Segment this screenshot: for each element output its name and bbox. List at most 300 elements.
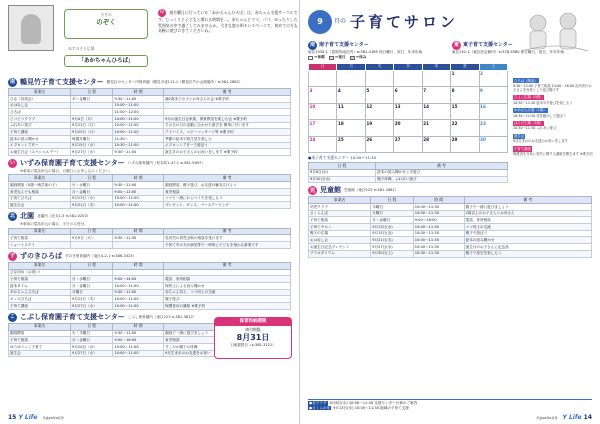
side-event-body: 10:30〜11:30 体を動かして遊ぼう xyxy=(513,113,567,118)
table-cell: 10:00〜11:00 xyxy=(113,202,164,209)
side-event-head: 誕生会 xyxy=(514,134,525,139)
left-footer xyxy=(8,414,67,422)
table-cell: 誕生会 xyxy=(9,350,71,357)
table-cell: 月・水曜日 xyxy=(71,276,113,283)
table-cell: 11:30〜 xyxy=(113,135,164,142)
table-cell: 10:30〜11:30 xyxy=(413,250,464,257)
calendar-day-cell xyxy=(365,136,393,153)
table-row xyxy=(9,296,291,303)
table-cell: 9月21日(木) xyxy=(371,237,413,244)
calendar-day-cell xyxy=(365,87,393,104)
east-center-badge: 東 xyxy=(453,42,459,49)
calendar-day-cell xyxy=(365,103,393,120)
section-badge: い xyxy=(9,160,15,167)
table-cell: すこやか親子の体操 xyxy=(164,344,291,351)
table-cell: 育児相談 xyxy=(164,337,291,344)
table-cell xyxy=(113,242,164,249)
table-cell: 9:00〜16:00 xyxy=(113,337,164,344)
side-event-head: ぱんだ広場（2歳） xyxy=(514,121,544,126)
table-cell: ふれあい遊び xyxy=(9,122,71,129)
table-row xyxy=(9,129,291,136)
column-header: 日 程 xyxy=(309,162,376,169)
calendar-day-header: 水 xyxy=(394,63,422,70)
table-cell: 9月21日（木） xyxy=(71,296,113,303)
section-schedule-table xyxy=(8,262,291,310)
left-sections xyxy=(8,78,291,357)
calendar-day-cell xyxy=(394,120,422,137)
calendar-day-cell xyxy=(479,103,507,120)
table-row xyxy=(9,189,291,196)
section-title: 鶴見竹子育て支援センター xyxy=(20,78,104,87)
calendar-day-number: 11 xyxy=(337,104,344,110)
table-cell: ママ同士の交流 xyxy=(464,224,591,231)
calendar-day-number: 7 xyxy=(423,87,427,93)
calendar-day-cell xyxy=(479,136,507,153)
column-header: 時 間 xyxy=(413,197,464,204)
table-cell: 親子の広場 xyxy=(309,230,371,237)
month-suffix: 月の xyxy=(334,18,347,26)
section-title: ずのきひろば xyxy=(20,251,62,260)
calendar-day-cell xyxy=(337,136,365,153)
table-cell xyxy=(164,102,291,109)
table-row xyxy=(9,269,291,276)
table-row xyxy=(9,235,291,242)
table-cell: 9月27日(水) xyxy=(371,244,413,251)
south-center-badge: 南 xyxy=(309,42,315,49)
calendar-day-number: 1 xyxy=(451,71,455,77)
table-cell: エプロンシアター xyxy=(9,142,71,149)
section-note: ※事前の電話申込の場合、月曜日にお申し込みください。 xyxy=(20,168,113,173)
table-cell: 親子遊び xyxy=(164,296,291,303)
calendar-day-cell xyxy=(422,70,450,87)
side-event-head: 子育て講座 xyxy=(514,146,531,151)
table-cell: 園庭開放（0歳〜就学前の子） xyxy=(9,182,71,189)
table-cell: 9月13日(水) xyxy=(371,224,413,231)
table-cell: 満2歳までの子とお母さんの会 ※要予約 xyxy=(164,95,291,102)
side-event-body: 9月生まれのお友達のお祝いをします xyxy=(513,139,568,144)
table-cell: 誕生日会 xyxy=(9,202,71,209)
table-cell: アドバイス、ベビーマッサージ等 ※要予約 xyxy=(164,129,291,136)
column-header: 備 考 xyxy=(164,89,291,96)
side-event-body: 保護者を対象に育児に関する講座を開きます ※要予約 xyxy=(513,152,593,157)
payment-deadline-head: 保育料納期限 xyxy=(215,318,291,326)
table-cell: 9:30〜11:00 xyxy=(113,95,164,102)
calendar-day-header: 日 xyxy=(309,63,337,70)
section-head xyxy=(8,252,291,261)
table-cell: 9月6日(水) xyxy=(309,169,376,176)
table-cell: 9月27日（水） xyxy=(71,350,113,357)
calendar-day-cell xyxy=(451,87,479,104)
calendar-day-header: 木 xyxy=(422,63,450,70)
table-cell: 9月5日（火） xyxy=(71,235,113,242)
table-cell: 10:00〜11:00 xyxy=(113,115,164,122)
east-section-addr: 児童館（東区223 ℡581-2861） xyxy=(344,188,399,193)
table-cell: 親子で星空を楽しもう xyxy=(464,250,591,257)
table-row xyxy=(9,109,291,116)
south-mini-label: ●南子育て支援センター 10:00〜11:30 xyxy=(308,155,377,161)
calendar-week xyxy=(309,103,508,120)
side-event xyxy=(513,134,593,144)
salon-calendar xyxy=(308,63,508,153)
table-cell: 子育て講座 xyxy=(9,129,71,136)
table-cell: 9月15日（水） xyxy=(71,142,113,149)
right-page xyxy=(300,0,600,424)
intro-box-title: 「あかちゃんひろば」 xyxy=(64,55,148,67)
column-header: 備 考 xyxy=(164,175,291,182)
calendar-day-number: 6 xyxy=(394,87,398,93)
calendar-day-number: 9 xyxy=(480,87,483,93)
table-cell: 9月4日（月） xyxy=(71,115,113,122)
calendar-day-number: 4 xyxy=(337,87,341,93)
calendar-day-number: 12 xyxy=(366,104,373,110)
east-section-badge: 児 xyxy=(309,187,315,194)
bottom-line xyxy=(308,406,592,410)
east-section-head xyxy=(308,186,592,195)
table-row xyxy=(309,210,592,217)
section-title: 北園 xyxy=(20,212,34,221)
table-row xyxy=(9,115,291,122)
column-header: 日 程 xyxy=(71,175,113,182)
table-cell: 親子で遊ぼう xyxy=(464,230,591,237)
right-footer-sub: 平成29年9月号 xyxy=(536,415,558,420)
calendar-day-cell xyxy=(479,87,507,104)
table-cell: 10:00〜11:30 xyxy=(413,224,464,231)
calendar-day-number: 18 xyxy=(337,120,344,126)
left-page-number: 15 xyxy=(8,413,17,421)
table-cell: 9:30〜11:00 xyxy=(113,330,164,337)
table-cell: 園庭開放 xyxy=(9,330,71,337)
table-cell: 火曜日 xyxy=(371,210,413,217)
section-badge: 南 xyxy=(9,79,15,86)
calendar-day-cell xyxy=(394,70,422,87)
calendar-day-cell xyxy=(337,87,365,104)
table-cell: その日の日の活動に合わせた遊びを 簡単に行います xyxy=(164,122,291,129)
table-row xyxy=(9,283,291,290)
column-header: 事業名 xyxy=(9,89,71,96)
side-event-body: 9:30〜12:00 子育て相談 13:00〜16:00 乳幼児のお子さんを対象とした遊び場です xyxy=(513,83,592,92)
calendar-day-cell xyxy=(394,87,422,104)
payment-deadline-line1: 納付期限 xyxy=(245,326,261,332)
table-cell: ひろば xyxy=(9,109,71,116)
column-header: 日 程 xyxy=(371,197,413,204)
calendar-day-number: 30 xyxy=(480,137,486,143)
table-cell: 9月の誕生日会家族、保育教室を楽しむ会 ※要予約 xyxy=(164,115,291,122)
column-header: 備 考 xyxy=(164,228,291,235)
table-cell xyxy=(164,269,291,276)
bottom-text: 9月13日(水) 10:00〜11:30 地域の子育て支援 xyxy=(333,405,409,410)
calendar-day-number: 27 xyxy=(394,137,401,143)
table-cell: 親子で一緒に遊びましょう xyxy=(464,204,591,211)
table-cell: ピコピコクラブ xyxy=(9,115,71,122)
bottom-text: 9月6日(水) 10:00〜11:30 支援センター行事のご案内 xyxy=(329,401,418,406)
calendar-day-cell xyxy=(309,120,337,137)
table-cell: 11:00〜12:00 xyxy=(113,109,164,116)
table-cell: 10:00〜11:00 xyxy=(113,102,164,109)
table-row xyxy=(9,202,291,209)
section-head xyxy=(8,212,291,221)
table-cell: 子育てサロン xyxy=(309,224,371,231)
section-schedule-table xyxy=(8,228,291,249)
table-row xyxy=(309,224,592,231)
table-row xyxy=(9,182,291,189)
east-center-name: 東子育て支援センター xyxy=(463,42,513,49)
calendar-week xyxy=(309,136,508,153)
bottom-tag: ●北プラザ xyxy=(309,401,327,406)
side-event xyxy=(513,95,593,105)
column-header: 事業名 xyxy=(9,323,71,330)
section-badge: ず xyxy=(9,253,15,260)
table-cell: 9月27日（水） xyxy=(71,149,113,156)
table-cell: 9:30〜11:00 xyxy=(113,182,164,189)
table-cell: 9月13日（水） xyxy=(71,195,113,202)
intro-photo xyxy=(8,5,54,51)
south-mini-section xyxy=(308,156,592,183)
calendar-day-number: 13 xyxy=(394,104,401,110)
section-address: 北園内（北丸1-5 ℡581-0203） xyxy=(37,214,91,219)
side-event xyxy=(513,108,593,118)
table-cell: ショートステイ xyxy=(9,242,71,249)
salon-title xyxy=(308,5,592,39)
side-event xyxy=(513,121,593,131)
table-cell: 9月27日（水） xyxy=(71,303,113,310)
payment-deadline-date: 8月31日 xyxy=(236,333,270,343)
intro-subtitle: ゆずのそら広場 xyxy=(68,46,95,51)
table-cell: 9:00〜14:00 xyxy=(113,276,164,283)
calendar-day-number: 3 xyxy=(309,87,313,93)
calendar-day-number: 22 xyxy=(451,120,458,126)
table-cell: 絵本の読み聞かせと手遊び xyxy=(376,169,508,176)
calendar-day-number: 10 xyxy=(309,104,316,110)
table-row xyxy=(9,289,291,296)
column-header: 日 程 xyxy=(71,89,113,96)
calendar-week xyxy=(309,70,508,87)
left-footer-sub: 平成29年9月号 xyxy=(42,415,64,420)
table-cell: 10:00〜11:00 xyxy=(113,122,164,129)
calendar-day-header: 金 xyxy=(451,63,479,70)
table-cell: 火・木曜日 xyxy=(71,330,113,337)
column-header: 時 間 xyxy=(113,175,164,182)
east-schedule-table xyxy=(308,196,592,257)
center-box-south xyxy=(308,41,448,54)
table-cell: 9:00〜16:00 xyxy=(413,217,464,224)
bottom-tag: ●さくらの家 xyxy=(309,405,331,410)
section-title: こぶし保育園子育て支援センター xyxy=(20,312,125,321)
table-cell: 9:30〜11:30 xyxy=(113,235,164,242)
column-header: 日 程 xyxy=(71,262,113,269)
calendar-day-number: 28 xyxy=(423,137,430,143)
intro-text xyxy=(158,9,300,34)
east-center-info: 東区152-1（東区民会館内）℡578-5580 休日曜日、祝日、年末年始 xyxy=(452,50,564,54)
calendar-day-cell xyxy=(394,103,422,120)
column-header: 時 間 xyxy=(113,262,164,269)
column-header: 備 考 xyxy=(376,162,508,169)
table-cell: 電話、来所相談 xyxy=(464,217,591,224)
legend-off: ＝休み xyxy=(350,55,367,59)
table-cell: プラネタリウム xyxy=(309,250,371,257)
side-event-body: 10:30〜11:30 絵本や手遊びを楽しもう xyxy=(513,100,573,105)
table-cell: 乳幼児の育児全般の相談を受けます xyxy=(164,235,291,242)
calendar-week xyxy=(309,120,508,137)
calendar-day-number: 5 xyxy=(366,87,370,93)
calendar-day-number: 16 xyxy=(480,104,486,110)
calendar-day-cell xyxy=(309,87,337,104)
calendar-day-header: 火 xyxy=(365,63,393,70)
left-brand-logo: Y Life xyxy=(18,413,38,421)
table-cell: 9:30〜11:00 xyxy=(113,289,164,296)
table-cell: 毎週月曜日 xyxy=(71,135,113,142)
table-row xyxy=(9,95,291,102)
table-cell: さくらんぼ xyxy=(309,210,371,217)
table-cell: 9月生まれのお友達をお祝い xyxy=(164,350,291,357)
east-section-title: 児童館 xyxy=(320,186,341,195)
table-cell: 10:00〜11:00 xyxy=(113,129,164,136)
table-row xyxy=(309,176,508,183)
table-row xyxy=(9,142,291,149)
calendar-day-cell xyxy=(451,70,479,87)
section-schedule-table xyxy=(8,88,291,156)
column-header: 備 考 xyxy=(164,262,291,269)
calendar-day-number: 23 xyxy=(480,120,486,126)
right-brand-logo: Y Life xyxy=(562,413,582,421)
calendar-day-number: 26 xyxy=(366,137,373,143)
table-cell: 子育て相談 xyxy=(9,235,71,242)
column-header: 時 間 xyxy=(113,323,164,330)
calendar-week xyxy=(309,87,508,104)
table-cell: 2歳以上のお子さんとお母さん xyxy=(464,210,591,217)
table-cell: 子育て相談 xyxy=(309,217,371,224)
section-address: ずのき保育園内（南区4-2-1 ℡586-3325） xyxy=(65,254,137,259)
table-cell: 9月20日(水) xyxy=(309,176,376,183)
table-cell: 月〜金曜日 xyxy=(71,189,113,196)
table-row xyxy=(9,149,291,156)
table-cell: 10:30〜11:00 xyxy=(113,142,164,149)
table-cell: 9月21日（木） xyxy=(71,202,113,209)
section-title: いずみ保育園子育て支援センター xyxy=(20,159,125,168)
table-cell: 園庭開放、親子遊び、お友達の輪を広げよう xyxy=(164,182,291,189)
calendar-day-cell xyxy=(309,136,337,153)
table-cell: 誕生月のお子さんに記念品 xyxy=(464,244,591,251)
column-header: 事業名 xyxy=(309,197,371,204)
calendar-day-number: 17 xyxy=(309,120,316,126)
calendar-day-number: 25 xyxy=(337,137,344,143)
table-cell: 誕生月のお子さんのお祝いをします ※要予約 xyxy=(164,149,291,156)
side-event-head: かめさん広場（1歳） xyxy=(514,108,547,113)
table-cell: おはなし会 xyxy=(309,237,371,244)
table-cell: 10:00〜11:00 xyxy=(113,350,164,357)
intro-tag xyxy=(64,9,148,39)
table-cell: 絵本タイム xyxy=(9,283,71,290)
column-header: 備 考 xyxy=(464,197,591,204)
table-cell: ママと一緒にわらべうたを楽しもう xyxy=(164,195,291,202)
calendar-day-cell xyxy=(394,136,422,153)
table-cell: 9月30日(土) xyxy=(371,250,413,257)
bottom-strip xyxy=(308,399,592,410)
table-cell: 火・水曜日 xyxy=(71,182,113,189)
table-cell: ゆうゆうっこ子育て xyxy=(9,344,71,351)
section-note: ※事前の電話申込の場合、平日のみ受付。 xyxy=(20,222,88,227)
table-cell: ひな（初語会） xyxy=(9,95,71,102)
column-header: 事業名 xyxy=(9,228,71,235)
table-cell: あかちゃんひろば xyxy=(9,289,71,296)
calendar-day-header: 土 xyxy=(479,63,507,70)
section-head xyxy=(8,159,291,168)
table-cell: プレゼント、ダンス、バースデーソング xyxy=(164,202,291,209)
calendar-day-cell xyxy=(451,136,479,153)
calendar-day-cell xyxy=(422,103,450,120)
table-cell: 10:00〜11:30 xyxy=(413,204,464,211)
side-event-head: ひよこ広場（0歳） xyxy=(514,95,544,100)
table-cell: お誕生日会（スペシャルデー） xyxy=(9,149,71,156)
table-cell: キッズひろば xyxy=(9,296,71,303)
table-cell: ひな初め（お祝い） xyxy=(9,269,71,276)
column-header: 時 間 xyxy=(113,228,164,235)
table-cell xyxy=(164,109,291,116)
side-event-head: ひろば（開放） xyxy=(514,78,538,83)
month-circle: 9 xyxy=(308,10,332,34)
table-cell: 10:00〜11:30 xyxy=(413,230,464,237)
table-cell: 10:00〜11:00 xyxy=(113,195,164,202)
table-cell: 9月20日（水） xyxy=(71,344,113,351)
table-row xyxy=(309,250,592,257)
south-mini-table xyxy=(308,162,508,183)
column-header: 事業名 xyxy=(9,175,71,182)
kids-illustration-icon xyxy=(518,5,592,57)
table-row xyxy=(9,122,291,129)
table-cell xyxy=(71,269,113,276)
section-badge: こ xyxy=(9,314,15,321)
side-event xyxy=(513,146,593,156)
calendar-day-cell xyxy=(422,87,450,104)
table-cell: 10:00〜11:00 xyxy=(113,296,164,303)
table-row xyxy=(9,276,291,283)
calendar-day-number: 14 xyxy=(423,104,430,110)
section-head xyxy=(8,78,291,87)
table-row xyxy=(309,217,592,224)
calendar-day-cell xyxy=(337,120,365,137)
table-cell: 保護者向け講座 ※要予約 xyxy=(164,303,291,310)
calendar-day-number: 21 xyxy=(423,120,430,126)
table-cell: 絵本の読み聞かせ xyxy=(464,237,591,244)
calendar-day-cell xyxy=(309,103,337,120)
table-cell: エプロンシアターで遊ぼう xyxy=(164,142,291,149)
table-row xyxy=(309,244,592,251)
table-cell: 赤ちゃん同士、ママ同士の交流 xyxy=(164,289,291,296)
south-center-name: 南子育て支援センター xyxy=(319,42,369,49)
south-center-info: 南区1333-1（富岡市南区内）℡581-4165 休日曜日、祝日、年末年始 xyxy=(308,50,423,54)
calendar-day-cell xyxy=(451,103,479,120)
table-cell: 月〜金曜日 xyxy=(71,337,113,344)
table-cell: 木曜日 xyxy=(371,204,413,211)
calendar-day-number: 20 xyxy=(394,120,401,126)
side-events xyxy=(513,78,593,159)
column-header: 時 間 xyxy=(113,89,164,96)
section-schedule-table xyxy=(8,174,291,209)
column-header: 日 程 xyxy=(71,228,113,235)
calendar-day-number: 29 xyxy=(451,137,458,143)
table-cell: お誕生日記念プレゼント xyxy=(309,244,371,251)
table-cell: おはなし会 xyxy=(9,102,71,109)
calendar-day-cell xyxy=(422,120,450,137)
calendar-day-header: 月 xyxy=(337,63,365,70)
calendar-day-cell xyxy=(365,70,393,87)
table-row xyxy=(9,135,291,142)
table-cell: 9月15日(金) xyxy=(371,230,413,237)
table-cell: 9月11日（月） xyxy=(71,122,113,129)
table-cell: 子育て講座 xyxy=(9,303,71,310)
table-cell: 9:00〜12:00 xyxy=(113,189,164,196)
table-row xyxy=(9,102,291,109)
table-cell xyxy=(71,109,113,116)
